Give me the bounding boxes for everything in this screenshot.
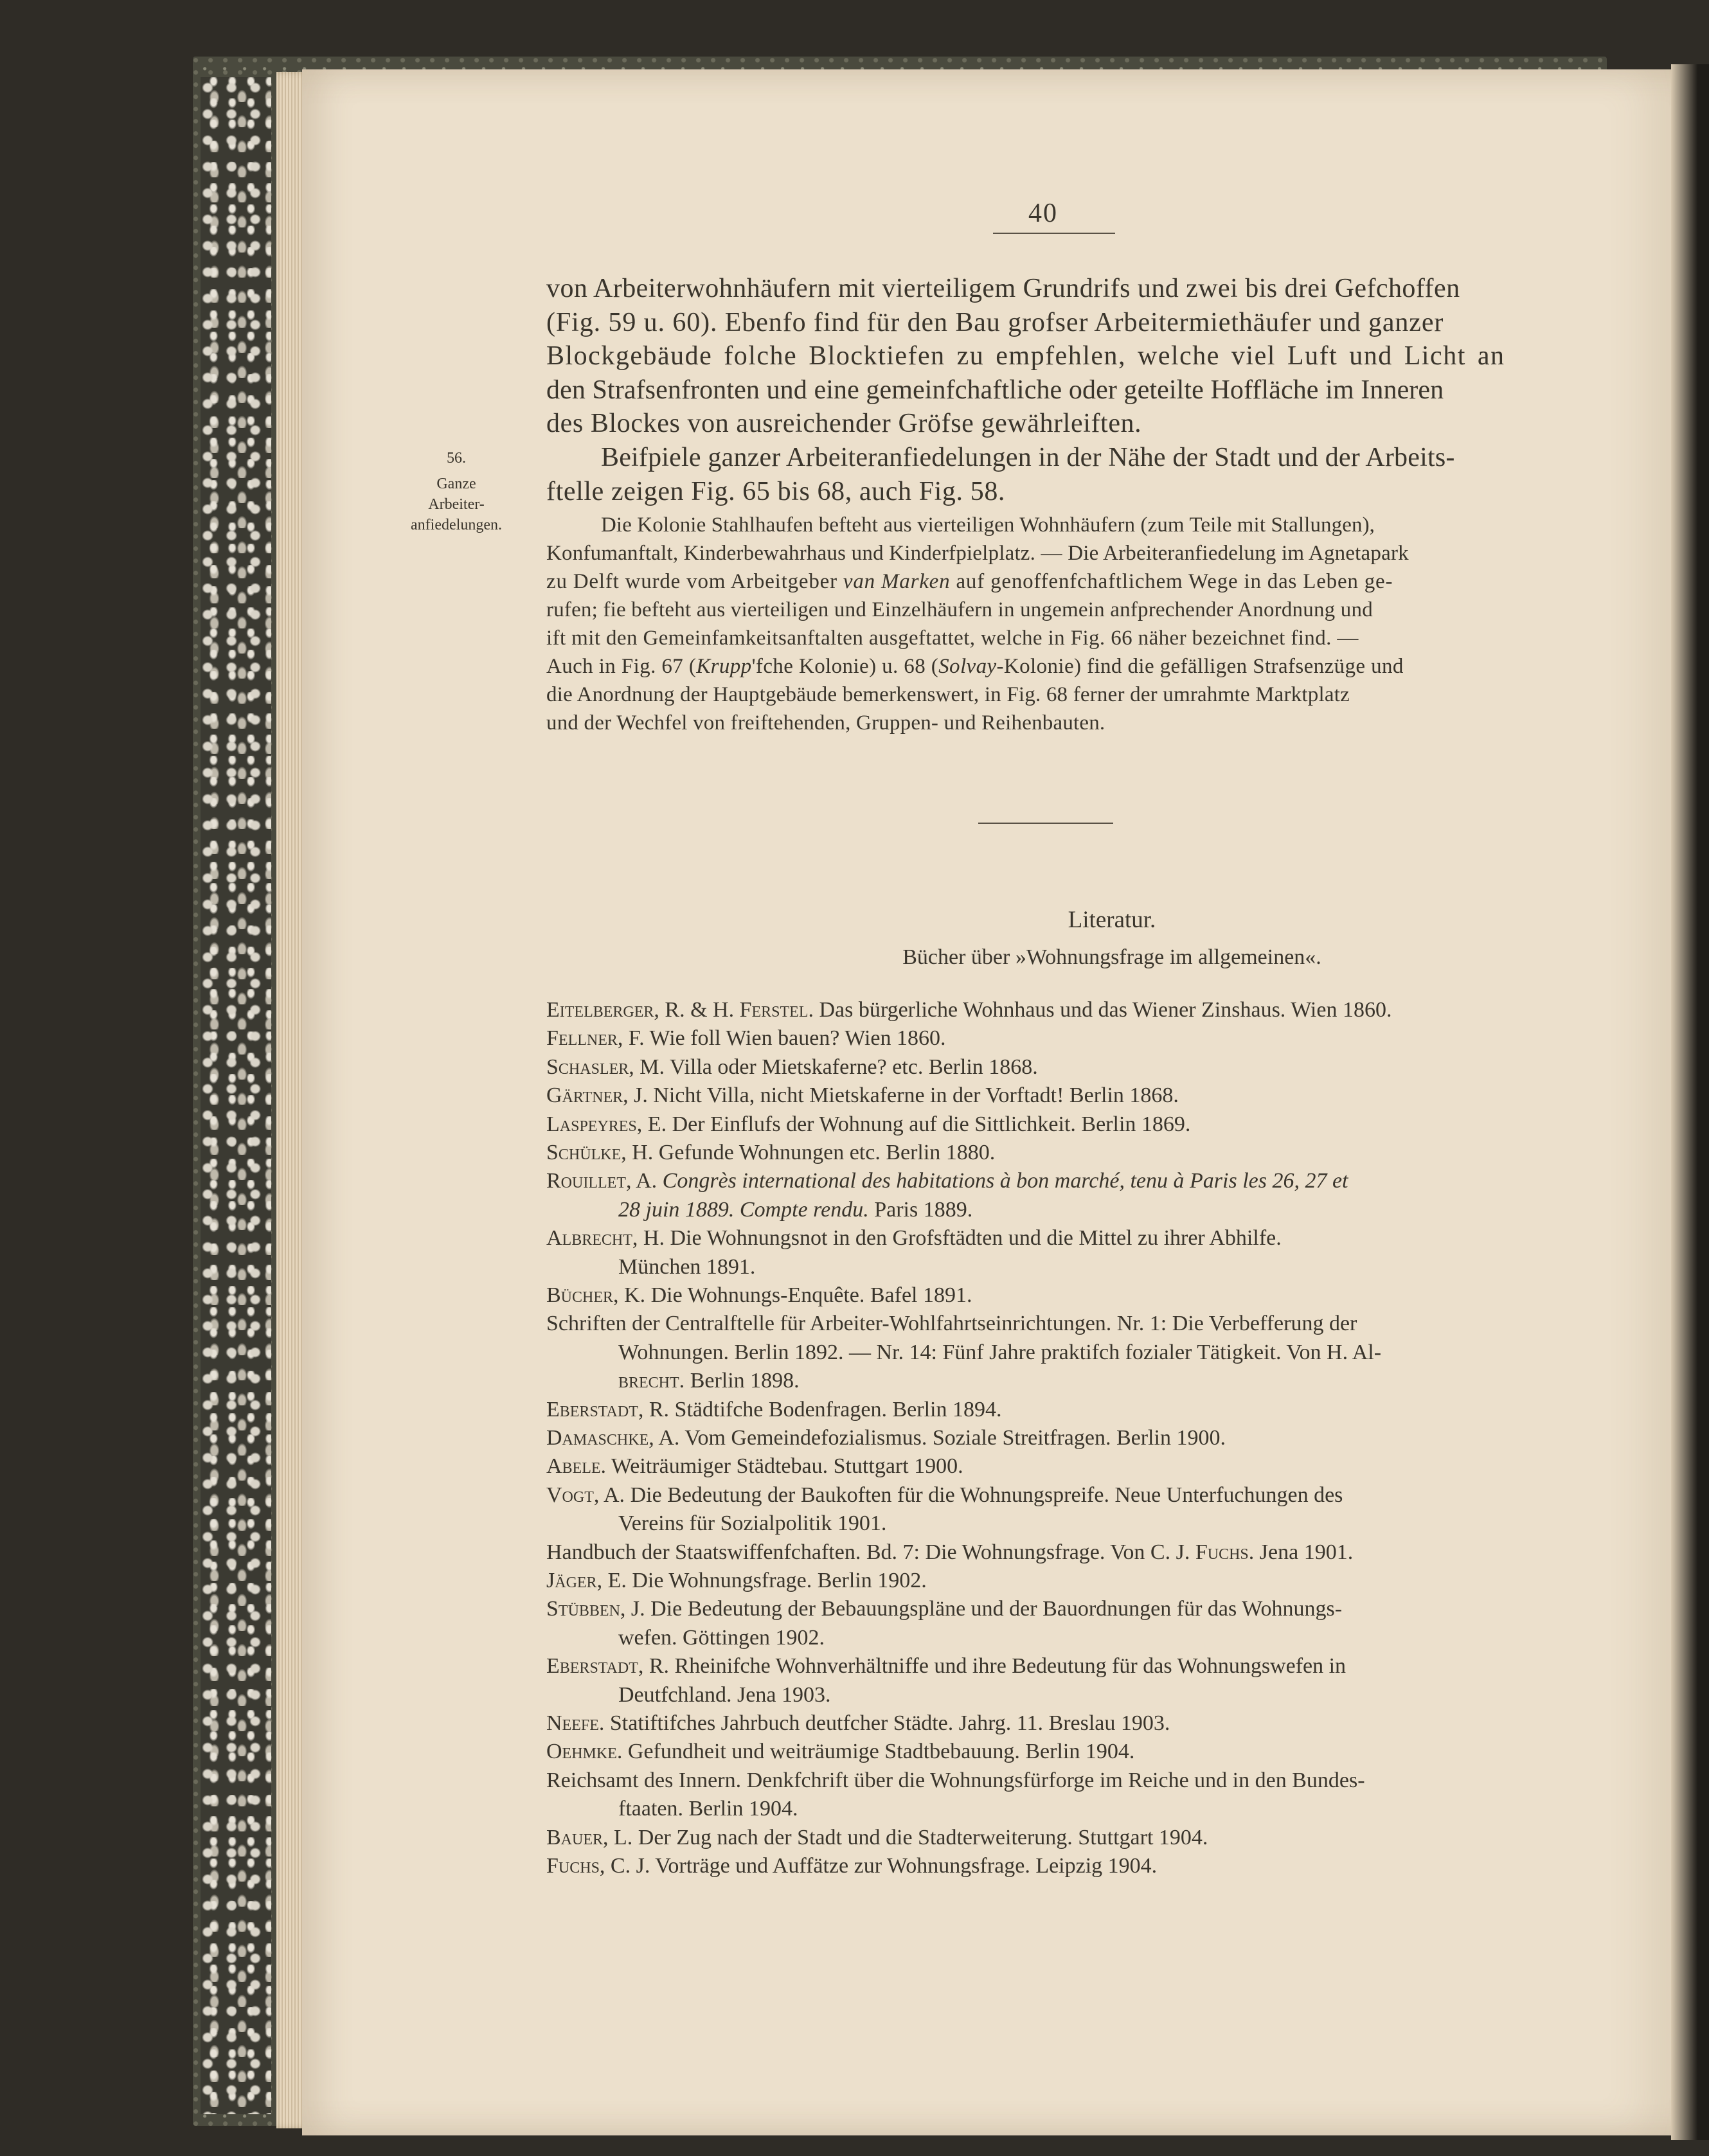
bibliography-line: Vogt, A. Die Bedeutung der Baukoften für die Wohnungspreife. Neue Unterfuchungen des bbox=[546, 1483, 1343, 1507]
small-print-line: Auch in Fig. 67 (Krupp'fche Kolonie) u. 68 (Solvay-Kolonie) find die gefälligen Strafsenzüge und bbox=[546, 655, 1404, 678]
bibliography-line: Schülke, H. Gefunde Wohnungen etc. Berlin 1880. bbox=[546, 1141, 996, 1164]
small-print-line: zu Delft wurde vom Arbeitgeber van Marken auf genoffenfchaftlichem Wege in das Leben ge- bbox=[546, 570, 1393, 593]
name-van-marken: van Marken bbox=[843, 570, 951, 593]
margin-note-line: Arbeiter- bbox=[428, 496, 485, 513]
bibliography-line: Fellner, F. Wie foll Wien bauen? Wien 1860. bbox=[546, 1026, 946, 1051]
body-line: den Strafsenfronten und eine gemeinfchaftliche oder geteilte Hoffläche im Inneren bbox=[546, 375, 1444, 405]
bibliography-line: Eitelberger, R. & H. Ferstel. Das bürgerliche Wohnhaus und das Wiener Zinshaus. Wien 1860. bbox=[546, 998, 1392, 1022]
bibliography-line: München 1891. bbox=[618, 1254, 756, 1279]
body-line: Blockgebäude folche Blocktiefen zu empfehlen, welche viel Luft und Licht an bbox=[546, 341, 1505, 371]
bibliography-line: Jäger, E. Die Wohnungsfrage. Berlin 1902. bbox=[546, 1569, 927, 1592]
small-print-line: ift mit den Gemeinfamkeitsanftalten ausgeftattet, welche in Fig. 66 näher bezeichnet find. — bbox=[546, 627, 1359, 650]
literature-subheading: Bücher über »Wohnungsfrage im allgemeinen«. bbox=[902, 945, 1321, 969]
margin-section-number: 56. bbox=[447, 450, 466, 467]
margin-note-line: anfiedelungen. bbox=[411, 517, 502, 533]
bibliography-line: brecht. Berlin 1898. bbox=[618, 1369, 800, 1393]
marbled-endpaper bbox=[201, 77, 271, 2114]
bibliography-line: 28 juin 1889. Compte rendu. Paris 1889. bbox=[618, 1197, 973, 1222]
bibliography-line: Abele. Weiträumiger Städtebau. Stuttgart 1900. bbox=[546, 1454, 963, 1479]
name-krupp: Krupp bbox=[696, 655, 752, 678]
margin-note-line: Ganze bbox=[436, 476, 476, 492]
bibliography-line: Neefe. Statiftifches Jahrbuch deutfcher Städte. Jahrg. 11. Breslau 1903. bbox=[546, 1711, 1170, 1735]
bibliography-line: Albrecht, H. Die Wohnungsnot in den Grofsftädten und die Mittel zu ihrer Abhilfe. bbox=[546, 1226, 1282, 1251]
small-print-line: Die Kolonie Stahlhaufen befteht aus vierteiligen Wohnhäufern (zum Teile mit Stallungen), bbox=[601, 513, 1375, 537]
section-divider bbox=[978, 823, 1113, 824]
header-rule bbox=[993, 233, 1115, 234]
page-number: 40 bbox=[1028, 199, 1058, 228]
small-print-line: Konfumanftalt, Kinderbewahrhaus und Kinderfpielplatz. — Die Arbeiteranfiedelung im Agnetapark bbox=[546, 542, 1409, 565]
bibliography-line: Stübben, J. Die Bedeutung der Bebauungspläne und der Bauordnungen für das Wohnungs- bbox=[546, 1597, 1343, 1621]
body-line: (Fig. 59 u. 60). Ebenfo find für den Bau grofser Arbeitermiethäufer und ganzer bbox=[546, 308, 1444, 337]
name-solvay: Solvay bbox=[938, 655, 997, 678]
bibliography-line: Damaschke, A. Vom Gemeindefozialismus. Soziale Streitfragen. Berlin 1900. bbox=[546, 1426, 1226, 1450]
bibliography-line: Schriften der Centralftelle für Arbeiter-Wohlfahrtseinrichtungen. Nr. 1: Die Verbefferung der bbox=[546, 1312, 1357, 1336]
body-line: des Blockes von ausreichender Gröfse gewährleiften. bbox=[546, 409, 1142, 438]
bibliography-line: Rouillet, A. Congrès international des habitations à bon marché, tenu à Paris les 26, 27 et bbox=[546, 1169, 1348, 1193]
bibliography-line: Fuchs, C. J. Vorträge und Auffätze zur Wohnungsfrage. Leipzig 1904. bbox=[546, 1854, 1158, 1878]
bibliography-line: Eberstadt, R. Städtifche Bodenfragen. Berlin 1894. bbox=[546, 1397, 1002, 1421]
body-line: ftelle zeigen Fig. 65 bis 68, auch Fig. 58. bbox=[546, 477, 1006, 506]
facing-page-edge bbox=[1671, 64, 1709, 2140]
bibliography-line: Laspeyres, E. Der Einflufs der Wohnung auf die Sittlichkeit. Berlin 1869. bbox=[546, 1112, 1191, 1136]
bibliography-line: Handbuch der Staatswiffenfchaften. Bd. 7: Die Wohnungsfrage. Von C. J. Fuchs. Jena 1901. bbox=[546, 1540, 1354, 1564]
bibliography-line: Vereins für Sozialpolitik 1901. bbox=[618, 1511, 887, 1536]
bibliography-line: Eberstadt, R. Rheinifche Wohnverhältniffe und ihre Bedeutung für das Wohnungswefen in bbox=[546, 1654, 1347, 1679]
bibliography-line: Wohnungen. Berlin 1892. — Nr. 14: Fünf Jahre praktifch fozialer Tätigkeit. Von H. Al- bbox=[618, 1340, 1382, 1364]
bibliography-line: Reichsamt des Innern. Denkfchrift über die Wohnungsfürforge im Reiche und in den Bundes- bbox=[546, 1768, 1365, 1792]
bibliography-line: Schasler, M. Villa oder Mietskaferne? etc. Berlin 1868. bbox=[546, 1055, 1038, 1079]
bibliography-line: wefen. Göttingen 1902. bbox=[618, 1625, 825, 1650]
body-line: Beifpiele ganzer Arbeiteranfiedelungen in der Nähe der Stadt und der Arbeits- bbox=[601, 443, 1455, 472]
bibliography-line: ftaaten. Berlin 1904. bbox=[618, 1797, 798, 1821]
bibliography-line: Bücher, K. Die Wohnungs-Enquête. Bafel 1891. bbox=[546, 1283, 972, 1307]
small-print-line: rufen; fie befteht aus vierteiligen und Einzelhäufern in ungemein anfprechender Anordnung und bbox=[546, 598, 1373, 621]
body-line: von Arbeiterwohnhäufern mit vierteiligem Grundrifs und zwei bis drei Gefchoffen bbox=[546, 274, 1460, 303]
bibliography-line: Deutfchland. Jena 1903. bbox=[618, 1682, 831, 1707]
bibliography-line: Bauer, L. Der Zug nach der Stadt und die Stadterweiterung. Stuttgart 1904. bbox=[546, 1825, 1208, 1849]
literature-heading: Literatur. bbox=[1068, 907, 1156, 933]
small-print-line: die Anordnung der Hauptgebäude bemerkenswert, in Fig. 68 ferner der umrahmte Marktplatz bbox=[546, 683, 1350, 706]
bibliography-line: Oehmke. Gefundheit und weiträumige Stadtbebauung. Berlin 1904. bbox=[546, 1740, 1135, 1764]
bibliography-line: Gärtner, J. Nicht Villa, nicht Mietskaferne in der Vorftadt! Berlin 1868. bbox=[546, 1083, 1179, 1108]
small-print-line: und der Wechfel von freiftehenden, Gruppen- und Reihenbauten. bbox=[546, 711, 1105, 735]
